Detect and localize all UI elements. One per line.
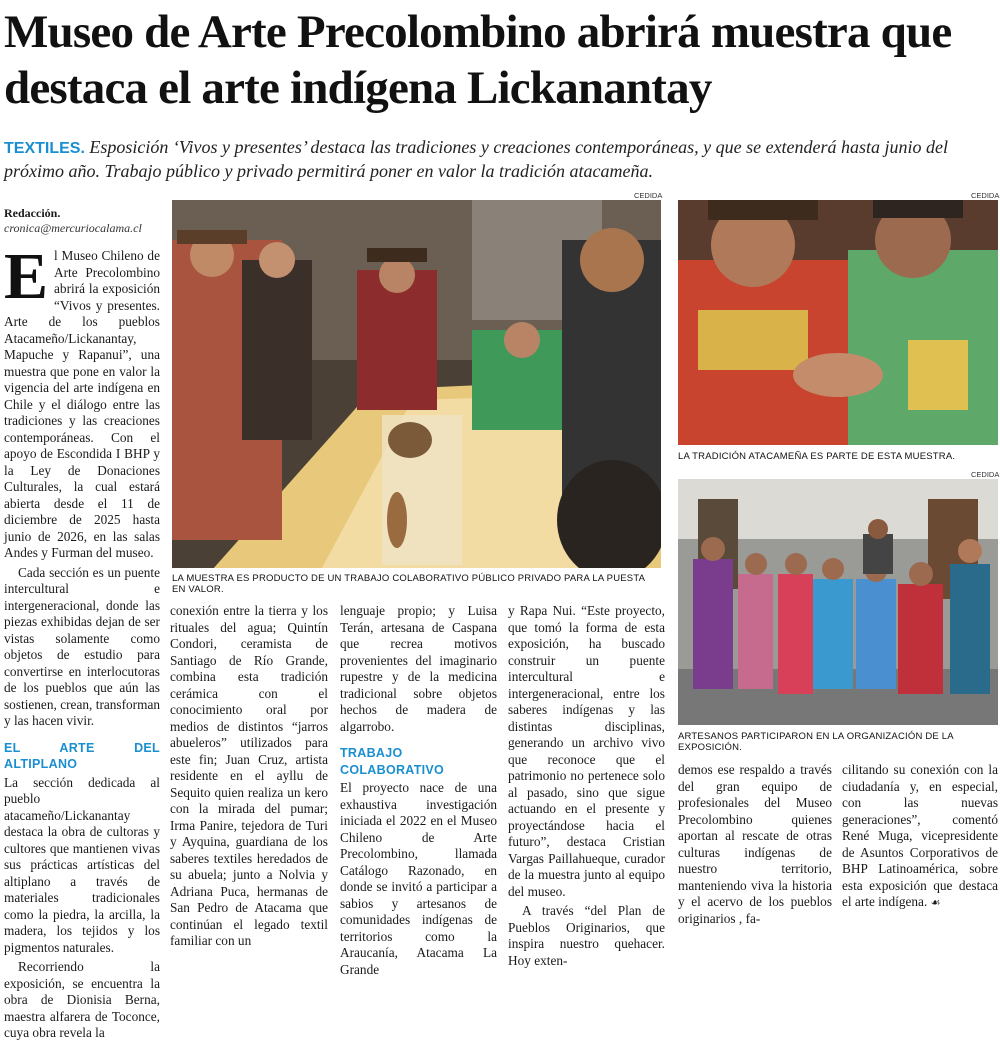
body-column-2 bbox=[170, 603, 328, 953]
body-paragraph: Cada sección es un puente intercultural e intergeneracional, donde las piezas exhibidas dejan de ser vistas solamente como objetos de estudio para convertirse en interlocutoras de los pueblos que aún las sostienen, crean, transforman y las hacen vivir. bbox=[4, 564, 160, 728]
body-column-4 bbox=[508, 603, 665, 972]
top-right-caption: LA TRADICIÓN ATACAMEÑA ES PARTE DE ESTA MUESTRA. bbox=[678, 451, 956, 462]
photo-credit: CEDIDA bbox=[634, 191, 663, 200]
byline-name: Redacción. bbox=[4, 206, 61, 220]
body-column-1 bbox=[4, 240, 160, 1045]
subhead-trabajo: TRABAJO COLABORATIVO bbox=[340, 746, 445, 777]
body-column-3 bbox=[340, 603, 497, 981]
byline-email[interactable]: cronica@mercuriocalama.cl bbox=[4, 221, 142, 235]
bottom-right-caption: ARTESANOS PARTICIPARON EN LA ORGANIZACIÓN DE LA EXPOSICIÓN. bbox=[678, 731, 954, 753]
body-paragraph: demos ese respaldo a través del gran equipo de profesionales del Museo Precolombino quienes aportan al rescate de otras culturas indígenas de nuestro territorio, manteniendo viva la historia y el acervo de los pueblos originarios , fa- bbox=[678, 762, 832, 926]
top-right-photo bbox=[678, 200, 998, 445]
bottom-right-photo bbox=[678, 479, 998, 725]
body-paragraph: El proyecto nace de una exhaustiva investigación iniciada el 2022 en el Museo Chileno de Arte Precolombino, llamada Catálogo Razonado, en donde se invitó a participar a sabios y artesanos de comunidades indígenas de territorios como la Araucanía, Atacama La Grande bbox=[340, 780, 497, 977]
end-mark-icon: ☙ bbox=[930, 896, 941, 909]
headline: Museo de Arte Precolombino abrirá muestra que destaca el arte indígena Lickanantay bbox=[4, 6, 952, 114]
body-paragraph: y Rapa Nui. “Este proyecto, que tomó la forma de esta exposición, ha buscado construir un puente intercultural e intergeneracional, entre los saberes indígenas y las distintas disciplinas, generando un archivo vivo que reconoce que el patrimonio no pertenece solo al pasado, sino que sigue actuando en el presente y proyectándose hacia el futuro”, destaca Cristian Vargas Paillahueque, curador de la muestra junto al equipo del museo. bbox=[508, 603, 665, 899]
lead-kicker: TEXTILES. bbox=[4, 140, 85, 157]
main-photo-caption: LA MUESTRA ES PRODUCTO DE UN TRABAJO COLABORATIVO PÚBLICO PRIVADO PARA LA PUESTA EN VALOR. bbox=[172, 573, 645, 595]
lead-text: Esposición ‘Vivos y presentes’ destaca las tradiciones y creaciones contemporáneas, y que se extenderá hasta junio del próximo año. Trabajo público y privado permitirá poner en valor la tradición atacameña. bbox=[4, 137, 949, 181]
subhead-altiplano: EL ARTE DEL ALTIPLANO bbox=[4, 740, 160, 771]
body-paragraph: A través “del Plan de Pueblos Originarios, que inspira nuestro quehacer. Hoy exten- bbox=[508, 903, 665, 968]
body-paragraph: La sección dedicada al pueblo atacameño/Lickanantay destaca la obra de cultoras y cultores que mantienen vivas sus prácticas artísticas del altiplano a través de materiales tradicionales como la piedra, la arcilla, la madera, los tejidos y los pigmentos naturales. bbox=[4, 774, 160, 955]
byline bbox=[4, 206, 164, 236]
photo-credit: CEDIDA bbox=[971, 470, 1000, 479]
main-photo bbox=[172, 200, 661, 568]
body-paragraph: Recorriendo la exposición, se encuentra la obra de Dionisia Berna, maestra alfarera de Toconce, cuya obra revela la bbox=[4, 959, 160, 1040]
lead-paragraph bbox=[4, 136, 994, 183]
body-paragraph: cilitando su conexión con la ciudadanía y, en especial, con las nuevas generaciones”, comentó René Muga, vicepresidente de Asuntos Corporativos de BHP Latinoamérica, sobre esta exposición que destaca el arte indígena. ☙ bbox=[842, 762, 998, 909]
body-column-6 bbox=[842, 762, 998, 915]
body-paragraph: lenguaje propio; y Luisa Terán, artesana de Caspana que recrea motivos provenientes del imaginario rupestre y de la medicina tradicional sobre objetos hechos de madera de algarrobo. bbox=[340, 603, 497, 734]
body-column-5 bbox=[678, 762, 832, 930]
photo-credit: CEDIDA bbox=[971, 191, 1000, 200]
body-paragraph: conexión entre la tierra y los rituales del agua; Quintín Condori, ceramista de Santiago de Río Grande, combina esta tradición cerámica con el conocimiento oral por medios de distintos “jarros abueleros” utilizados para este fin; Juan Cruz, artista residente en el ayllu de Sequito quien realiza un kero con la mirada del pumar; Irma Panire, tejedora de Turi y Ayquina, guardiana de los saberes textiles heredados de su abuela; junto a Nolvia y Adriana Puca, hermanas de San Pedro de Atacama que continúan el legado textil familiar con un bbox=[170, 603, 328, 948]
dropcap: E bbox=[4, 240, 49, 313]
body-paragraph: El Museo Chileno de Arte Precolombino abrirá la exposición “Vivos y presentes. Arte de los pueblos Atacameño/Lickanantay, Mapuche y Rapanui”, una muestra que pone en valor la vigencia del arte indígena en Chile y el diálogo entre las tradiciones y las creaciones contemporáneas. Con el apoyo de Escondida I BHP y la Ley de Donaciones Culturales, la cual estará abierta desde el 11 de diciembre de 2025 hasta junio de 2026, en las salas Andes y Furman del museo. bbox=[4, 240, 160, 560]
